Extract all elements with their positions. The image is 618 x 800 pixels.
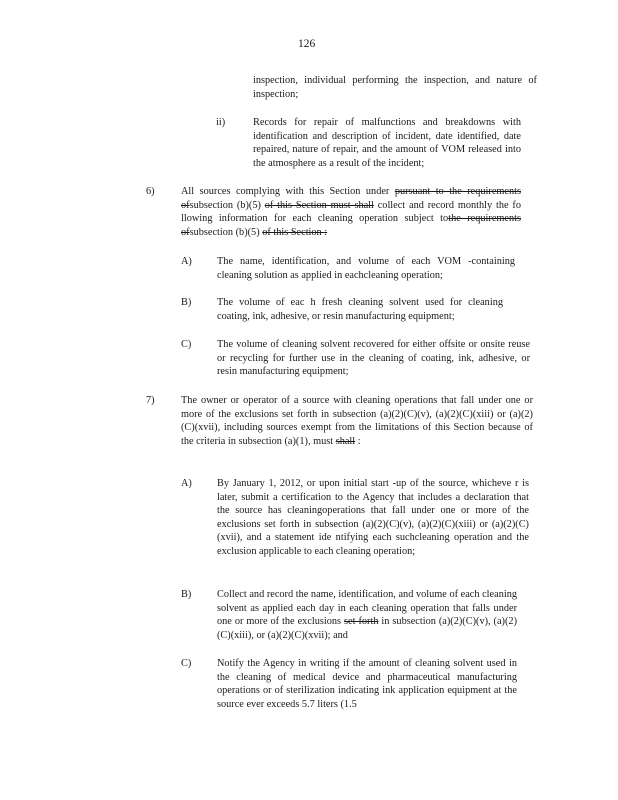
item-6c-label: C) <box>181 339 192 350</box>
item-6b-label: B) <box>181 297 192 308</box>
deleted-text: of this Section must shall <box>264 199 374 211</box>
item-7-label: 7) <box>146 395 155 406</box>
item-7-text: The owner or operator of a source with cleaning operations that fall under one or more of the exclusions set forth in subsection (a)(2)(C)(v), (a)(2)(C)(xiii) or (a)(2)(C)(xvii), including sources exempt from the limitations of this Section because of the criteria in subsection (a)(1), must shall : <box>181 395 533 447</box>
item-7c-text: Notify the Agency in writing if the amount of cleaning solvent used in the cleaning of medical device and pharmaceutical manufacturing operations or of sterilization indicating ink application equipment at the source ever exceeds 5.7 liters (1.5 <box>217 658 517 710</box>
item-7a-text: By January 1, 2012, or upon initial start -up of the source, whicheve r is later, submit a certification to the Agency that includes a declaration that the source has cleaningoperations that fall under one or more of the exclusions set forth in subsection (a)(2)(C)(v), (a)(2)(C)(xiii) or (a)(2)(C)(xvii), and a statement ide ntifying each suchcleaning operation and the exclusion applicable to each cleaning operation; <box>217 478 529 557</box>
continued-paragraph: inspection, individual performing the inspection, and nature of inspection; <box>253 75 537 100</box>
item-ii-text: Records for repair of malfunctions and breakdowns with identification and description of incident, date identified, date repaired, nature of repair, and the amount of VOM released into the atmosphere as a result of the incident; <box>253 117 521 169</box>
item-6b-text: The volume of eac h fresh cleaning solvent used for cleaning coating, ink, adhesive, or resin manufacturing equipment; <box>217 297 503 322</box>
item-6c-text: The volume of cleaning solvent recovered for either offsite or onsite reuse or recycling for further use in the cleaning of coating, ink, adhesive, or resin manufacturing equipment; <box>217 339 530 378</box>
deleted-text: pursuant to the requirements of <box>181 186 521 211</box>
item-6-label: 6) <box>146 186 155 197</box>
item-7c-label: C) <box>181 658 192 669</box>
item-ii-label: ii) <box>216 117 226 128</box>
item-7b-label: B) <box>181 589 192 600</box>
deleted-text: set forth <box>344 616 379 628</box>
page-number: 126 <box>298 38 316 50</box>
item-7a-label: A) <box>181 478 192 489</box>
deleted-text: shall <box>335 435 356 447</box>
item-6-text: All sources complying with this Section under pursuant to the requirements ofsubsection (b)(5) of this Section must shall collect and record monthly the fo llowing information for each cleaning operation subject tothe requirements ofsubsection (b)(5) of this Section : <box>181 186 522 238</box>
deleted-text: the requirements of <box>181 213 522 238</box>
item-6a-label: A) <box>181 256 192 267</box>
item-6a-text: The name, identification, and volume of each VOM -containing cleaning solution as applied in eachcleaning operation; <box>217 256 515 281</box>
item-7b-text: Collect and record the name, identification, and volume of each cleaning solvent as applied each day in each cleaning operation that falls under one or more of the exclusions set forth in subsection (a)(2)(C)(v), (a)(2)(C)(xiii), or (a)(2)(C)(xvii); and <box>217 589 517 641</box>
deleted-text: of this Section : <box>262 226 328 238</box>
